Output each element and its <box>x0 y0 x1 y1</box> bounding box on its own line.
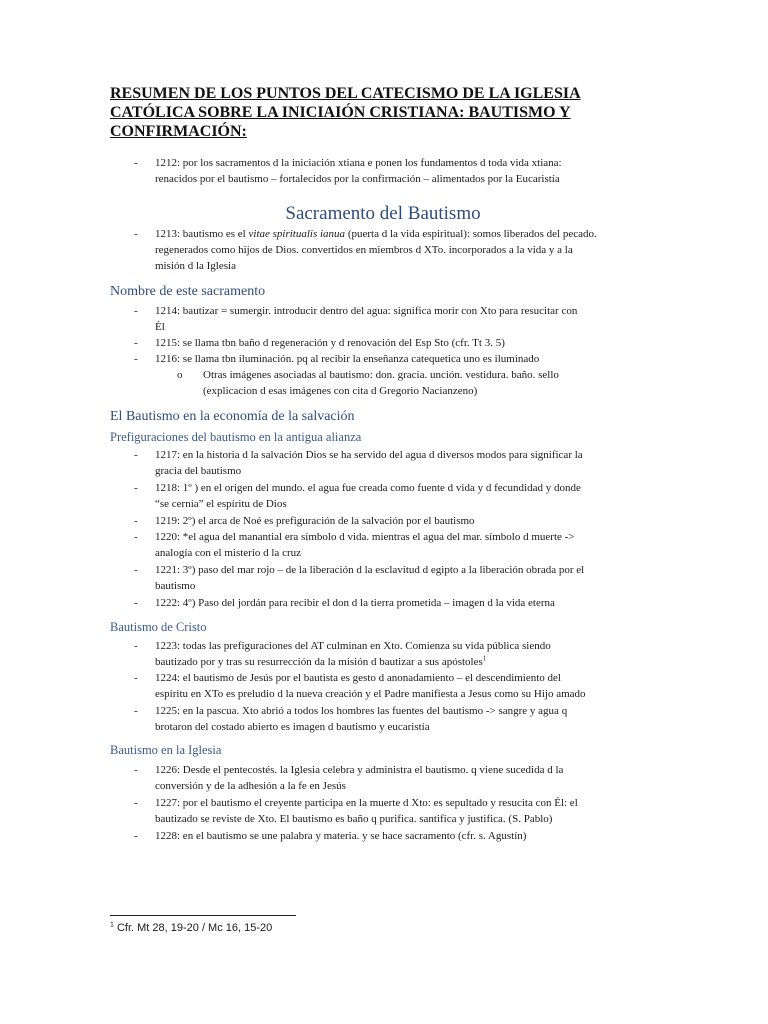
list-dash: - <box>134 830 138 842</box>
footnote-reference: 1 <box>482 654 487 663</box>
list-item-1212 <box>134 155 670 187</box>
list-dash: - <box>134 597 138 609</box>
list-item-1220 <box>134 529 670 561</box>
item-text-body: bautizado por y tras su resurrección da la misión d bautizar a sus apóstoles <box>155 656 483 668</box>
item-text: 1225: en la pascua. Xto abrió a todos los hombres las fuentes del bautismo -> sangre y agua q <box>155 705 568 717</box>
list-dash: - <box>134 564 138 576</box>
list-item-1218 <box>134 480 670 512</box>
title-line: RESUMEN DE LOS PUNTOS DEL CATECISMO DE LA IGLESIA <box>110 85 581 102</box>
item-text: brotaron del costado abierto es imagen d bautismo y eucaristía <box>155 721 430 733</box>
list-dash: - <box>134 640 138 652</box>
item-text: misión d la Iglesia <box>155 260 236 272</box>
item-text: 1218: 1º ) en el origen del mundo. el agua fue creada como fuente d vida y d fecundidad y donde <box>155 482 581 494</box>
item-text: 1228: en el bautismo se une palabra y materia. y se hace sacramento (cfr. s. Agustín) <box>155 830 527 842</box>
footnote-number: 1 <box>110 921 114 929</box>
item-text: 1214: bautizar = sumergir. introducir dentro del agua: significa morir con Xto para resucitar con <box>155 305 578 317</box>
list-dash: - <box>134 157 138 169</box>
list-item-1223 <box>134 638 670 670</box>
section-heading-economia: El Bautismo en la economía de la salvación <box>110 409 355 424</box>
list-item-1227 <box>134 795 670 827</box>
subsection-heading-cristo: Bautismo de Cristo <box>110 620 207 634</box>
list-dash: - <box>134 353 138 365</box>
subsection-heading-iglesia: Bautismo en la Iglesia <box>110 743 222 757</box>
list-dash: - <box>134 797 138 809</box>
document-title <box>110 84 650 141</box>
item-text: gracia del bautismo <box>155 465 242 477</box>
list-item-1216 <box>134 351 670 367</box>
sub-item <box>177 367 623 399</box>
item-text-end: (puerta d la vida espiritual): somos liberados del pecado. <box>345 228 597 240</box>
item-text: conversión y de la adhesión a la fe en Jesús <box>155 780 346 792</box>
item-text: 1221: 3º) paso del mar rojo – de la liberación d la esclavitud d egipto a la liberación obrada por el <box>155 564 585 576</box>
list-dash: - <box>134 764 138 776</box>
section-heading-nombre: Nombre de este sacramento <box>110 284 266 299</box>
subsection-heading-prefiguraciones: Prefiguraciones del bautismo en la antigua alianza <box>110 430 362 444</box>
list-item-1225 <box>134 703 670 735</box>
item-text: 1212: por los sacramentos d la iniciación xtiana e ponen los fundamentos d toda vida xtiana: <box>155 157 562 169</box>
list-dash: - <box>134 531 138 543</box>
list-item-1228 <box>134 828 670 844</box>
item-text: Otras imágenes asociadas al bautismo: don. gracia. unción. vestidura. baño. sello <box>203 369 559 381</box>
section-heading-sacramento: Sacramento del Bautismo <box>285 203 481 224</box>
item-text: 1226: Desde el pentecostés. la Iglesia celebra y administra el bautismo. q viene sucedida d la <box>155 764 564 776</box>
item-text: 1227: por el bautismo el creyente participa en la muerte d Xto: es sepultado y resucita con Él: el <box>155 797 578 809</box>
item-text: bautismo <box>155 580 196 592</box>
item-text: 1220: *el agua del manantial era símbolo d vida. mientras el agua del mar. símbolo d muerte -> <box>155 531 575 543</box>
list-item-1215 <box>134 335 670 351</box>
item-text: 1223: todas las prefiguraciones del AT culminan en Xto. Comienza su vida pública siendo <box>155 640 551 652</box>
item-text: Él <box>155 321 165 333</box>
item-text: bautizado se reviste de Xto. El bautismo es baño q purifica. santifica y justifica. (S. Pablo) <box>155 813 553 825</box>
footnote-separator <box>110 915 296 916</box>
item-text-start: 1213: bautismo es el <box>155 228 249 240</box>
list-item-1222 <box>134 595 670 611</box>
item-text <box>155 654 670 670</box>
list-item-1217 <box>134 447 670 479</box>
item-text: 1215: se llama tbn baño d regeneración y d renovación del Esp Sto (cfr. Tt 3. 5) <box>155 337 505 349</box>
item-text <box>155 226 670 242</box>
latin-phrase: vitae spiritualis ianua <box>248 228 346 240</box>
item-text: “se cernía” el espíritu de Dios <box>155 498 287 510</box>
title-line: CATÓLICA SOBRE LA INICIAIÓN CRISTIANA: BAUTISMO Y <box>110 104 571 121</box>
list-item-1224 <box>134 670 670 702</box>
list-item-1219 <box>134 513 670 529</box>
list-item-1213 <box>134 226 670 274</box>
list-dash: - <box>134 305 138 317</box>
list-item-1226 <box>134 762 670 794</box>
list-dash: - <box>134 482 138 494</box>
item-text: espíritu en XTo es preludio d la nueva creación y el Padre manifiesta a Jesus como su Hijo amado <box>155 688 586 700</box>
list-dash: - <box>134 228 138 240</box>
list-item-1214 <box>134 303 670 335</box>
item-text: 1217: en la historia d la salvación Dios se ha servido del agua d diversos modos para significar la <box>155 449 583 461</box>
item-text: 1224: el bautismo de Jesús por el bautista es gesto d anonadamiento – el descendimiento del <box>155 672 561 684</box>
item-text: regenerados como hijos de Dios. convertidos en miembros d XTo. incorporados a la vida y a la <box>155 244 573 256</box>
list-item-1221 <box>134 562 670 594</box>
item-text: 1219: 2º) el arca de Noé es prefiguración de la salvación por el bautismo <box>155 515 475 527</box>
item-text: renacidos por el bautismo – fortalecidos por la confirmación – alimentados por la Eucaristía <box>155 173 560 185</box>
title-line: CONFIRMACIÓN: <box>110 123 247 140</box>
sub-bullet: o <box>177 369 183 381</box>
item-text: 1222: 4º) Paso del jordán para recibir el don d la tierra prometida – imagen d la vida eterna <box>155 597 555 609</box>
item-text: analogía con el misterio d la cruz <box>155 547 301 559</box>
footnote-text: Cfr. Mt 28, 19-20 / Mc 16, 15-20 <box>113 922 273 934</box>
list-dash: - <box>134 672 138 684</box>
footnote <box>110 921 272 935</box>
item-text: 1216: se llama tbn iluminación. pq al recibir la enseñanza catequetica uno es iluminado <box>155 353 540 365</box>
list-dash: - <box>134 705 138 717</box>
list-dash: - <box>134 337 138 349</box>
list-dash: - <box>134 449 138 461</box>
list-dash: - <box>134 515 138 527</box>
item-text: (explicacion d esas imágenes con cita d Gregorio Nacianzeno) <box>203 385 478 397</box>
